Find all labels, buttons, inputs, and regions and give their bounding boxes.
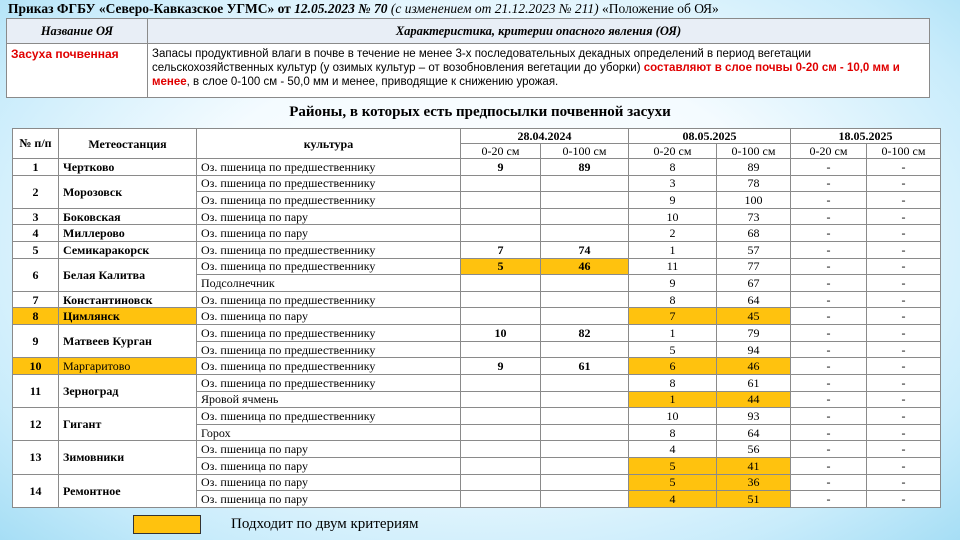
value-cell-highlighted: 4 <box>629 491 717 508</box>
header-d20: 0-20 см <box>791 144 867 159</box>
value-cell: - <box>867 258 941 275</box>
header-crop: культура <box>197 129 461 159</box>
station-name: Чертково <box>59 159 197 176</box>
value-cell: 78 <box>717 175 791 192</box>
value-cell: - <box>791 242 867 259</box>
table-subtitle: Районы, в которых есть предпосылки почвенной засухи <box>289 104 671 120</box>
crop-name: Оз. пшеница по пару <box>197 441 461 458</box>
value-cell: 93 <box>717 408 791 425</box>
value-cell: - <box>867 308 941 325</box>
value-cell: - <box>867 391 941 408</box>
value-cell: - <box>867 374 941 391</box>
value-cell-highlighted: 5 <box>629 474 717 491</box>
crop-name: Оз. пшеница по пару <box>197 457 461 474</box>
value-cell: - <box>791 258 867 275</box>
value-cell: - <box>791 175 867 192</box>
row-number: 8 <box>13 308 59 325</box>
station-name: Боковская <box>59 208 197 225</box>
value-cell-highlighted: 36 <box>717 474 791 491</box>
row-number: 7 <box>13 291 59 308</box>
legend-label: Подходит по двум критериям <box>231 516 419 532</box>
header-d100: 0-100 см <box>867 144 941 159</box>
value-cell <box>461 457 541 474</box>
crop-name: Оз. пшеница по пару <box>197 208 461 225</box>
row-number: 1 <box>13 159 59 176</box>
value-cell: - <box>791 159 867 176</box>
header-station: Метеостанция <box>59 129 197 159</box>
value-cell: - <box>867 491 941 508</box>
crop-name: Горох <box>197 424 461 441</box>
value-cell: - <box>791 424 867 441</box>
value-cell <box>541 491 629 508</box>
value-cell: - <box>791 491 867 508</box>
value-cell-highlighted: 5 <box>461 258 541 275</box>
value-cell <box>541 175 629 192</box>
table-row <box>13 208 941 225</box>
value-cell: 3 <box>629 175 717 192</box>
value-cell: - <box>791 291 867 308</box>
desc-red: составляют в слое почвы 0-20 см - 10,0 мм и менее <box>152 62 900 88</box>
value-cell <box>461 308 541 325</box>
value-cell <box>541 441 629 458</box>
crop-name: Оз. пшеница по предшественнику <box>197 258 461 275</box>
criteria-col2-header: Характеристика, критерии опасного явления (ОЯ) <box>148 19 930 44</box>
value-cell: - <box>867 159 941 176</box>
value-cell <box>461 424 541 441</box>
value-cell: - <box>791 225 867 242</box>
value-cell <box>541 408 629 425</box>
row-number: 6 <box>13 258 59 291</box>
value-cell: 10 <box>629 408 717 425</box>
value-cell: 68 <box>717 225 791 242</box>
value-cell: 10 <box>461 325 541 342</box>
value-cell <box>541 208 629 225</box>
value-cell: - <box>867 275 941 292</box>
value-cell: 8 <box>629 291 717 308</box>
value-cell: 8 <box>629 374 717 391</box>
value-cell: 8 <box>629 159 717 176</box>
value-cell <box>541 308 629 325</box>
value-cell: - <box>791 358 867 375</box>
value-cell <box>541 374 629 391</box>
row-number: 11 <box>13 374 59 407</box>
value-cell <box>461 208 541 225</box>
table-row <box>13 474 941 491</box>
value-cell <box>461 374 541 391</box>
value-cell-highlighted: 6 <box>629 358 717 375</box>
crop-name: Оз. пшеница по предшественнику <box>197 408 461 425</box>
station-name: Миллерово <box>59 225 197 242</box>
crop-name: Оз. пшеница по предшественнику <box>197 291 461 308</box>
value-cell: 11 <box>629 258 717 275</box>
crop-name: Оз. пшеница по пару <box>197 308 461 325</box>
header-d100: 0-100 см <box>717 144 791 159</box>
value-cell: 89 <box>541 159 629 176</box>
value-cell <box>541 192 629 209</box>
station-name: Семикаракорск <box>59 242 197 259</box>
value-cell <box>461 291 541 308</box>
value-cell: 61 <box>541 358 629 375</box>
title-prefix: Приказ ФГБУ «Северо-Кавказское УГМС» от <box>8 1 295 16</box>
value-cell: - <box>791 391 867 408</box>
value-cell-highlighted: 51 <box>717 491 791 508</box>
value-cell: - <box>791 341 867 358</box>
value-cell-highlighted: 1 <box>629 391 717 408</box>
phenomenon-name: Засуха почвенная <box>7 44 148 98</box>
value-cell <box>461 391 541 408</box>
table-row <box>13 308 941 325</box>
table-row <box>13 225 941 242</box>
criteria-col1-header: Название ОЯ <box>7 19 148 44</box>
row-number: 14 <box>13 474 59 507</box>
value-cell <box>541 291 629 308</box>
row-number: 4 <box>13 225 59 242</box>
value-cell <box>461 474 541 491</box>
station-name: Константиновск <box>59 291 197 308</box>
value-cell: - <box>867 192 941 209</box>
station-name: Гигант <box>59 408 197 441</box>
table-row <box>13 408 941 425</box>
value-cell: 56 <box>717 441 791 458</box>
value-cell: 89 <box>717 159 791 176</box>
crop-name: Оз. пшеница по предшественнику <box>197 325 461 342</box>
value-cell: 61 <box>717 374 791 391</box>
value-cell: - <box>791 325 867 342</box>
value-cell: 9 <box>461 358 541 375</box>
crop-name: Оз. пшеница по пару <box>197 225 461 242</box>
value-cell <box>541 474 629 491</box>
value-cell: 9 <box>629 192 717 209</box>
station-name: Матвеев Курган <box>59 325 197 358</box>
table-row <box>13 325 941 342</box>
crop-name: Оз. пшеница по предшественнику <box>197 358 461 375</box>
value-cell: - <box>791 374 867 391</box>
desc-part2: , в слое 0-100 см - 50,0 мм и менее, приводящие к снижению урожая. <box>186 76 559 88</box>
crop-name: Оз. пшеница по предшественнику <box>197 242 461 259</box>
value-cell: - <box>867 291 941 308</box>
crop-name: Яровой ячмень <box>197 391 461 408</box>
table-row <box>13 374 941 391</box>
value-cell <box>541 457 629 474</box>
value-cell: 73 <box>717 208 791 225</box>
value-cell <box>541 225 629 242</box>
value-cell: 1 <box>629 325 717 342</box>
crop-name: Оз. пшеница по предшественнику <box>197 175 461 192</box>
table-row <box>13 291 941 308</box>
value-cell: - <box>791 208 867 225</box>
value-cell: 64 <box>717 424 791 441</box>
title-amend: (с изменением от 21.12.2023 № 211) <box>387 1 599 16</box>
value-cell: - <box>867 424 941 441</box>
value-cell: - <box>791 192 867 209</box>
value-cell: - <box>867 341 941 358</box>
value-cell: 94 <box>717 341 791 358</box>
crop-name: Подсолнечник <box>197 275 461 292</box>
value-cell: 82 <box>541 325 629 342</box>
row-number: 10 <box>13 358 59 375</box>
table-row <box>13 358 941 375</box>
station-name-highlighted: Цимлянск <box>59 308 197 325</box>
header-d20: 0-20 см <box>629 144 717 159</box>
value-cell-highlighted: 7 <box>629 308 717 325</box>
value-cell <box>461 192 541 209</box>
value-cell: 1 <box>629 242 717 259</box>
value-cell: - <box>867 358 941 375</box>
value-cell: - <box>791 457 867 474</box>
value-cell: 9 <box>461 159 541 176</box>
header-date2: 08.05.2025 <box>629 129 791 144</box>
value-cell: - <box>867 441 941 458</box>
value-cell: 7 <box>461 242 541 259</box>
table-row <box>13 175 941 192</box>
station-name-highlighted: Маргаритово <box>59 358 197 375</box>
row-number: 12 <box>13 408 59 441</box>
table-row <box>13 242 941 259</box>
value-cell-highlighted: 41 <box>717 457 791 474</box>
value-cell <box>461 491 541 508</box>
value-cell: 74 <box>541 242 629 259</box>
header-d20: 0-20 см <box>461 144 541 159</box>
value-cell <box>541 275 629 292</box>
value-cell: - <box>867 175 941 192</box>
table-row <box>13 258 941 275</box>
row-number: 3 <box>13 208 59 225</box>
value-cell: 100 <box>717 192 791 209</box>
legend-swatch <box>133 515 201 534</box>
value-cell <box>461 341 541 358</box>
title-date: 12.05.2023 № 70 <box>294 1 388 16</box>
station-name: Зимовники <box>59 441 197 474</box>
crop-name: Оз. пшеница по пару <box>197 491 461 508</box>
title-suffix: «Положение об ОЯ» <box>598 1 719 16</box>
value-cell-highlighted: 46 <box>717 358 791 375</box>
crop-name: Оз. пшеница по пару <box>197 474 461 491</box>
value-cell: - <box>867 208 941 225</box>
row-number: 5 <box>13 242 59 259</box>
value-cell: - <box>791 275 867 292</box>
value-cell: 79 <box>717 325 791 342</box>
station-name: Зерноград <box>59 374 197 407</box>
drought-table <box>12 128 941 508</box>
table-row <box>13 159 941 176</box>
header-no: № п/п <box>13 129 59 159</box>
header-date1: 28.04.2024 <box>461 129 629 144</box>
value-cell-highlighted: 45 <box>717 308 791 325</box>
value-cell <box>461 225 541 242</box>
value-cell <box>461 408 541 425</box>
value-cell: 4 <box>629 441 717 458</box>
value-cell <box>541 424 629 441</box>
value-cell: - <box>791 308 867 325</box>
crop-name: Оз. пшеница по предшественнику <box>197 192 461 209</box>
value-cell: 5 <box>629 341 717 358</box>
table-row <box>13 441 941 458</box>
value-cell: - <box>867 474 941 491</box>
value-cell: 77 <box>717 258 791 275</box>
value-cell: - <box>791 408 867 425</box>
value-cell: 8 <box>629 424 717 441</box>
value-cell: - <box>791 441 867 458</box>
row-number: 9 <box>13 325 59 358</box>
row-number: 2 <box>13 175 59 208</box>
value-cell-highlighted: 5 <box>629 457 717 474</box>
crop-name: Оз. пшеница по предшественнику <box>197 341 461 358</box>
value-cell-highlighted: 44 <box>717 391 791 408</box>
criteria-table <box>6 18 930 98</box>
value-cell <box>541 341 629 358</box>
crop-name: Оз. пшеница по предшественнику <box>197 374 461 391</box>
value-cell: - <box>867 408 941 425</box>
value-cell: 67 <box>717 275 791 292</box>
value-cell: 57 <box>717 242 791 259</box>
header-date3: 18.05.2025 <box>791 129 941 144</box>
crop-name: Оз. пшеница по предшественнику <box>197 159 461 176</box>
value-cell: - <box>867 242 941 259</box>
value-cell: - <box>791 474 867 491</box>
value-cell: 2 <box>629 225 717 242</box>
value-cell <box>461 175 541 192</box>
station-name: Морозовск <box>59 175 197 208</box>
value-cell: - <box>867 325 941 342</box>
value-cell: 10 <box>629 208 717 225</box>
phenomenon-description <box>148 44 930 98</box>
value-cell: 9 <box>629 275 717 292</box>
value-cell <box>461 441 541 458</box>
value-cell: - <box>867 225 941 242</box>
row-number: 13 <box>13 441 59 474</box>
value-cell: - <box>867 457 941 474</box>
value-cell <box>461 275 541 292</box>
value-cell-highlighted: 46 <box>541 258 629 275</box>
value-cell: 64 <box>717 291 791 308</box>
desc-part1: Запасы продуктивной влаги в почве в течение не менее 3-х последовательных декадных определений в период вегетации сельскохозяйственных культур (у озимых культур – от возобновления вегетации до уборки) <box>152 48 812 74</box>
header-d100: 0-100 см <box>541 144 629 159</box>
value-cell <box>541 391 629 408</box>
station-name: Белая Калитва <box>59 258 197 291</box>
station-name: Ремонтное <box>59 474 197 507</box>
document-title <box>8 2 958 16</box>
